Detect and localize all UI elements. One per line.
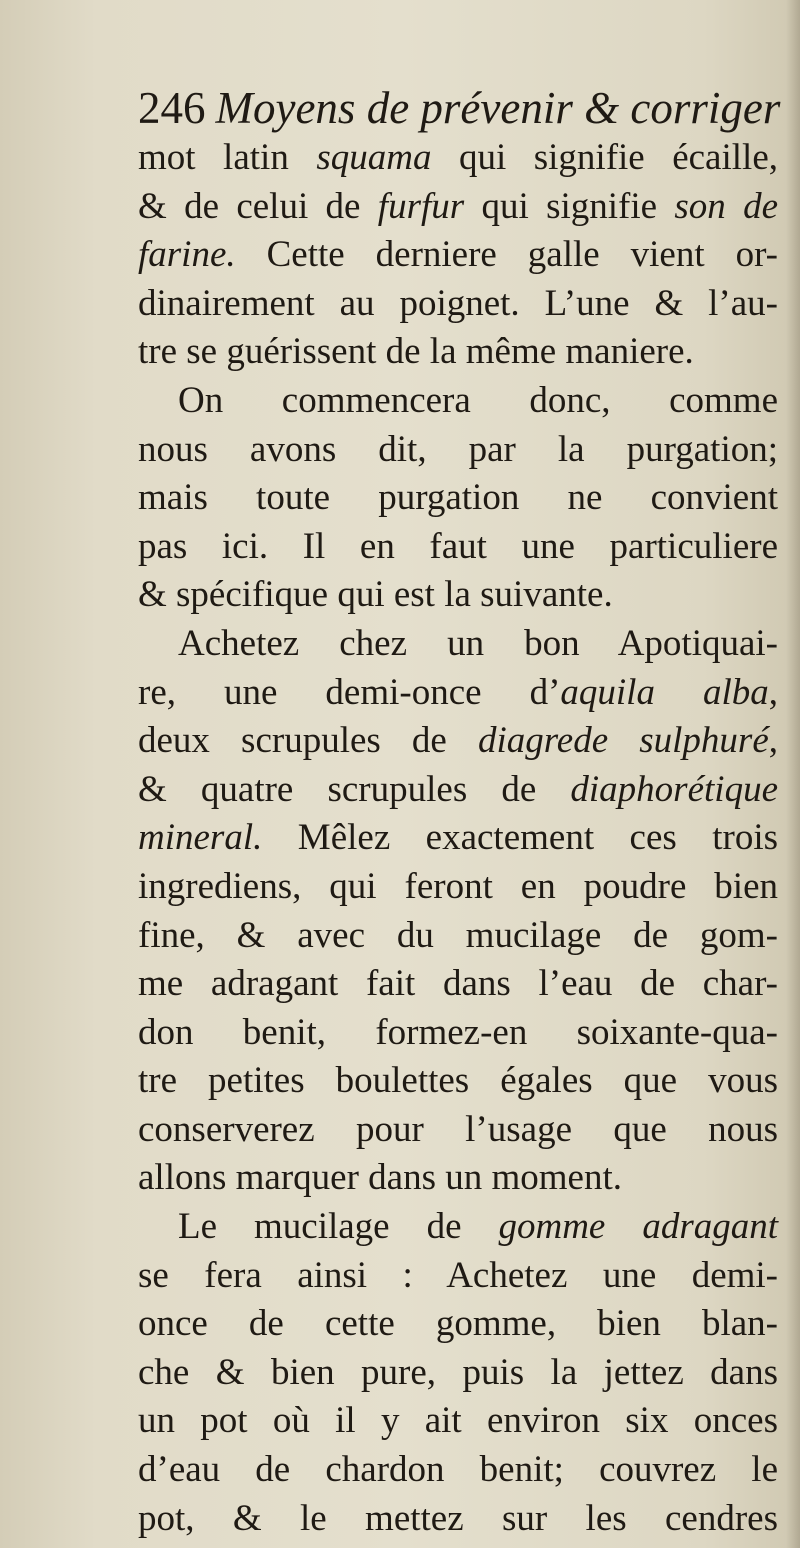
running-title: Moyens de prévenir & corriger: [215, 83, 781, 133]
text-line: [138, 1009, 778, 1058]
text-line: [138, 1397, 778, 1446]
text-segment: tre petites boulettes égales que vous: [138, 1060, 778, 1102]
text-line: [138, 1300, 778, 1349]
italic-term: squama: [316, 137, 432, 178]
text-line: [138, 1349, 778, 1398]
text-line: [138, 814, 778, 863]
text-line: [138, 426, 778, 475]
text-line: [138, 523, 778, 572]
text-segment: ingrediens, qui feront en poudre bien: [138, 865, 778, 907]
text-segment: ,: [768, 671, 778, 713]
text-line: [138, 863, 778, 912]
text-line: [138, 377, 778, 426]
italic-term: son de: [674, 185, 779, 227]
text-line: [138, 231, 778, 280]
text-segment: pas ici. Il en faut une particuliere: [138, 525, 778, 567]
italic-term: mineral.: [138, 817, 263, 859]
text-segment: qui signifie: [464, 185, 675, 227]
text-segment: Mêlez exactement ces trois: [262, 817, 778, 859]
italic-term: aquila alba: [560, 671, 769, 713]
text-line: [138, 1106, 778, 1155]
text-line: [138, 1495, 778, 1544]
text-segment: ,: [768, 720, 778, 762]
text-line: [138, 766, 778, 815]
page-header: [138, 78, 781, 138]
text-line: [138, 1446, 778, 1495]
text-line: [138, 620, 778, 669]
text-line: [138, 1154, 778, 1203]
text-segment: re, une demi-once d’: [138, 671, 561, 713]
page-edge-shadow: [786, 0, 800, 1548]
text-segment: once de cette gomme, bien blan-: [138, 1303, 778, 1345]
text-segment: un pot où il y ait environ six onces: [138, 1400, 778, 1442]
text-line: [138, 183, 778, 232]
text-segment: tre se guérissent de la même maniere.: [138, 331, 694, 373]
page-number: 246: [138, 83, 206, 133]
text-segment: nous avons dit, par la purgation;: [138, 428, 778, 470]
text-segment: & spécifique qui est la suivante.: [138, 574, 613, 616]
text-line: [138, 134, 778, 183]
text-segment: pot, & le mettez sur les cendres: [138, 1497, 778, 1539]
text-segment: che & bien pure, puis la jettez dans: [138, 1351, 778, 1393]
text-segment: se fera ainsi : Achetez une demi-: [138, 1254, 778, 1296]
text-line: [138, 912, 778, 961]
text-segment: Le mucilage de: [178, 1206, 499, 1248]
text-segment: dinairement au poignet. L’une & l’au-: [138, 282, 778, 324]
text-segment: On commencera donc, comme: [178, 379, 778, 421]
text-segment: mais toute purgation ne convient: [138, 477, 778, 519]
text-segment: conserverez pour l’usage que nous: [138, 1108, 778, 1150]
text-line: [138, 280, 778, 329]
italic-term: diagrede sulphuré: [477, 720, 769, 762]
body-text: [138, 134, 778, 1543]
italic-term: gomme adragant: [498, 1206, 778, 1248]
text-line: [138, 1252, 778, 1301]
text-line: [138, 571, 778, 620]
text-segment: deux scrupules de: [138, 720, 478, 762]
text-line: [138, 1203, 778, 1252]
text-segment: don benit, formez-en soixante-qua-: [138, 1011, 778, 1053]
text-segment: mot latin: [138, 137, 317, 178]
text-segment: Cette derniere galle vient or-: [235, 234, 778, 276]
text-segment: d’eau de chardon benit; couvrez le: [138, 1449, 778, 1491]
text-segment: Achetez chez un bon Apotiquai-: [178, 622, 778, 664]
text-line: [138, 474, 778, 523]
text-line: [138, 717, 778, 766]
text-segment: fine, & avec du mucilage de gom-: [138, 914, 778, 956]
text-line: [138, 960, 778, 1009]
text-segment: & de celui de: [138, 185, 378, 227]
text-line: [138, 328, 778, 377]
text-line: [138, 669, 778, 718]
text-segment: allons marquer dans un moment.: [138, 1157, 622, 1199]
text-segment: me adragant fait dans l’eau de char-: [138, 963, 778, 1005]
text-line: [138, 1057, 778, 1106]
text-segment: qui signifie écaille,: [431, 137, 778, 178]
italic-term: farine.: [138, 234, 236, 276]
italic-term: diaphorétique: [570, 768, 778, 810]
text-segment: & quatre scrupules de: [138, 768, 571, 810]
italic-term: furfur: [377, 185, 465, 227]
